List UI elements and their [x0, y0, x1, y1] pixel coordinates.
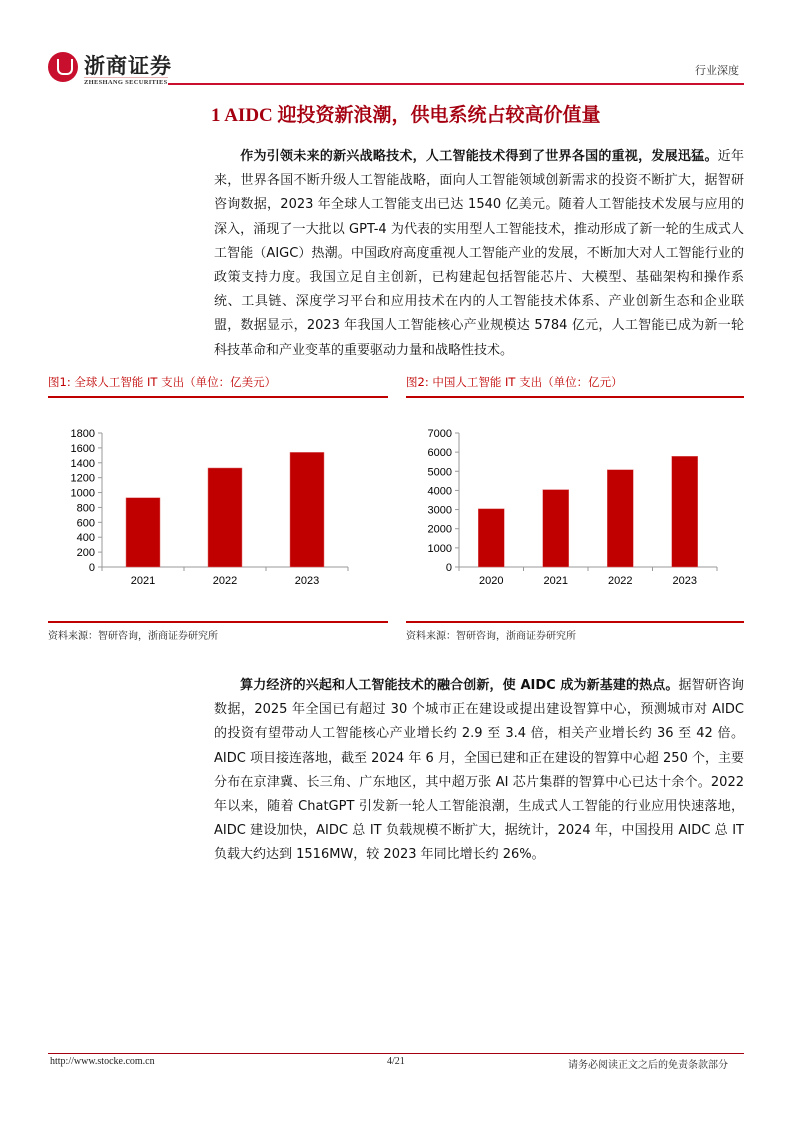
svg-text:0: 0 — [445, 562, 452, 574]
bar-2022 — [607, 470, 633, 567]
svg-text:800: 800 — [76, 502, 95, 515]
svg-text:4000: 4000 — [427, 485, 452, 498]
report-type-tag: 行业深度 — [695, 64, 739, 77]
paragraph-2 — [214, 674, 744, 868]
svg-text:6000: 6000 — [427, 447, 452, 460]
section-title: 1 AIDC 迎投资新浪潮，供电系统占较高价值量 — [211, 105, 601, 126]
svg-text:200: 200 — [76, 547, 95, 560]
bar-2022 — [208, 468, 242, 567]
bar-2023 — [672, 456, 698, 567]
chart-global-ai-it-spending — [48, 420, 388, 595]
bar-2021 — [543, 490, 569, 567]
bar-2023 — [290, 452, 324, 567]
footer-divider — [48, 1053, 744, 1054]
chart-1-bars — [126, 452, 324, 567]
figure-1-bottom-rule — [48, 621, 388, 623]
paragraph-2-body: 据智研咨询数据，2025 年全国已有超过 30 个城市正在建设或提出建设智算中心，预测城市对 AIDC 的投资有望带动人工智能核心产业增长约 2.9 至 3.4 倍，相关产业增长约 36 至 42 倍。AIDC 项目接连落地，截至 2024 年 6 月，全国已建和正在建设的智算中心超 250 个，主要分布在京津冀、长三角、广东地区，其中超万张 AI 芯片集群的智算中心已达十余个。2022 年以来，随着 ChatGPT 引发新一轮人工智能浪潮，生成式人工智能的行业应用快速落地，AIDC 建设加快，AIDC 总 IT 负载规模不断扩大，据统计，2024 年，中国投用 AIDC 总 IT 负载大约达到 1516MW，较 2023 年同比增长约 26%。 — [214, 678, 744, 863]
svg-text:1800: 1800 — [70, 428, 95, 440]
figure-2-source: 资料来源：智研咨询，浙商证券研究所 — [406, 631, 576, 642]
chart-2-x-labels — [459, 567, 717, 587]
svg-text:1000: 1000 — [427, 542, 452, 555]
svg-text:1400: 1400 — [70, 457, 95, 470]
figure-2-top-rule — [406, 396, 744, 398]
chart-1-x-labels — [102, 567, 348, 587]
svg-text:7000: 7000 — [427, 428, 452, 440]
chart-china-ai-it-spending — [410, 420, 744, 595]
bar-2020 — [478, 509, 504, 567]
svg-text:2000: 2000 — [427, 523, 452, 536]
figure-2-caption: 图2: 中国人工智能 IT 支出（单位：亿元） — [406, 375, 623, 389]
svg-text:2022: 2022 — [212, 575, 238, 587]
chart-1-y-ticks — [71, 428, 102, 574]
svg-text:2023: 2023 — [294, 575, 320, 587]
paragraph-1-body: 近年来，世界各国不断升级人工智能战略，面向人工智能领域创新需求的投资不断扩大，据智研咨询数据，2023 年全球人工智能支出已达 1540 亿美元。随着人工智能技术发展与应用的深入，涌现了一大批以 GPT-4 为代表的实用型人工智能技术，推动形成了新一轮的生成式人工智能（AIGC）热潮。中国政府高度重视人工智能产业的发展，不断加大对人工智能行业的政策支持力度。我国立足自主创新，已构建起包括智能芯片、大模型、基础架构和操作系统、工具链、深度学习平台和应用技术在内的人工智能技术体系、产业创新生态和企业联盟，数据显示，2023 年我国人工智能核心产业规模达 5784 亿元，人工智能已成为新一轮科技革命和产业变革的重要驱动力量和战略性技术。 — [214, 149, 744, 358]
svg-text:1600: 1600 — [70, 442, 95, 455]
svg-text:2020: 2020 — [479, 575, 504, 587]
header-divider — [168, 83, 744, 85]
chart-2-y-ticks — [428, 428, 459, 574]
paragraph-2-lead: 算力经济的兴起和人工智能技术的融合创新，使 AIDC 成为新基建的热点。 — [240, 678, 679, 693]
svg-text:2023: 2023 — [672, 575, 697, 587]
figure-1-source: 资料来源：智研咨询，浙商证券研究所 — [48, 631, 218, 642]
figure-1-caption: 图1: 全球人工智能 IT 支出（单位：亿美元） — [48, 375, 277, 389]
svg-text:5000: 5000 — [427, 466, 452, 479]
paragraph-1 — [214, 145, 744, 363]
logo-mark-icon — [48, 52, 78, 82]
svg-text:400: 400 — [76, 532, 95, 545]
svg-text:600: 600 — [76, 517, 95, 530]
bar-2021 — [126, 498, 160, 567]
footer-disclaimer: 请务必阅读正文之后的免责条款部分 — [568, 1060, 728, 1071]
svg-text:2021: 2021 — [130, 575, 156, 587]
chart-2-bars — [478, 456, 698, 567]
svg-text:2021: 2021 — [543, 575, 568, 587]
logo-chinese-name: 浙商证券 — [84, 54, 172, 78]
svg-text:1000: 1000 — [70, 487, 95, 500]
svg-text:1200: 1200 — [70, 472, 95, 485]
figure-1-top-rule — [48, 396, 388, 398]
paragraph-1-lead: 作为引领未来的新兴战略技术，人工智能技术得到了世界各国的重视，发展迅猛。 — [240, 149, 718, 164]
svg-text:3000: 3000 — [427, 504, 452, 517]
figure-2-bottom-rule — [406, 621, 744, 623]
logo-english-name: ZHESHANG SECURITIES — [84, 79, 168, 86]
footer-website-link[interactable]: http://www.stocke.com.cn — [50, 1056, 155, 1067]
svg-text:2022: 2022 — [608, 575, 633, 587]
page-number: 4/21 — [387, 1056, 405, 1067]
svg-text:0: 0 — [88, 562, 95, 574]
